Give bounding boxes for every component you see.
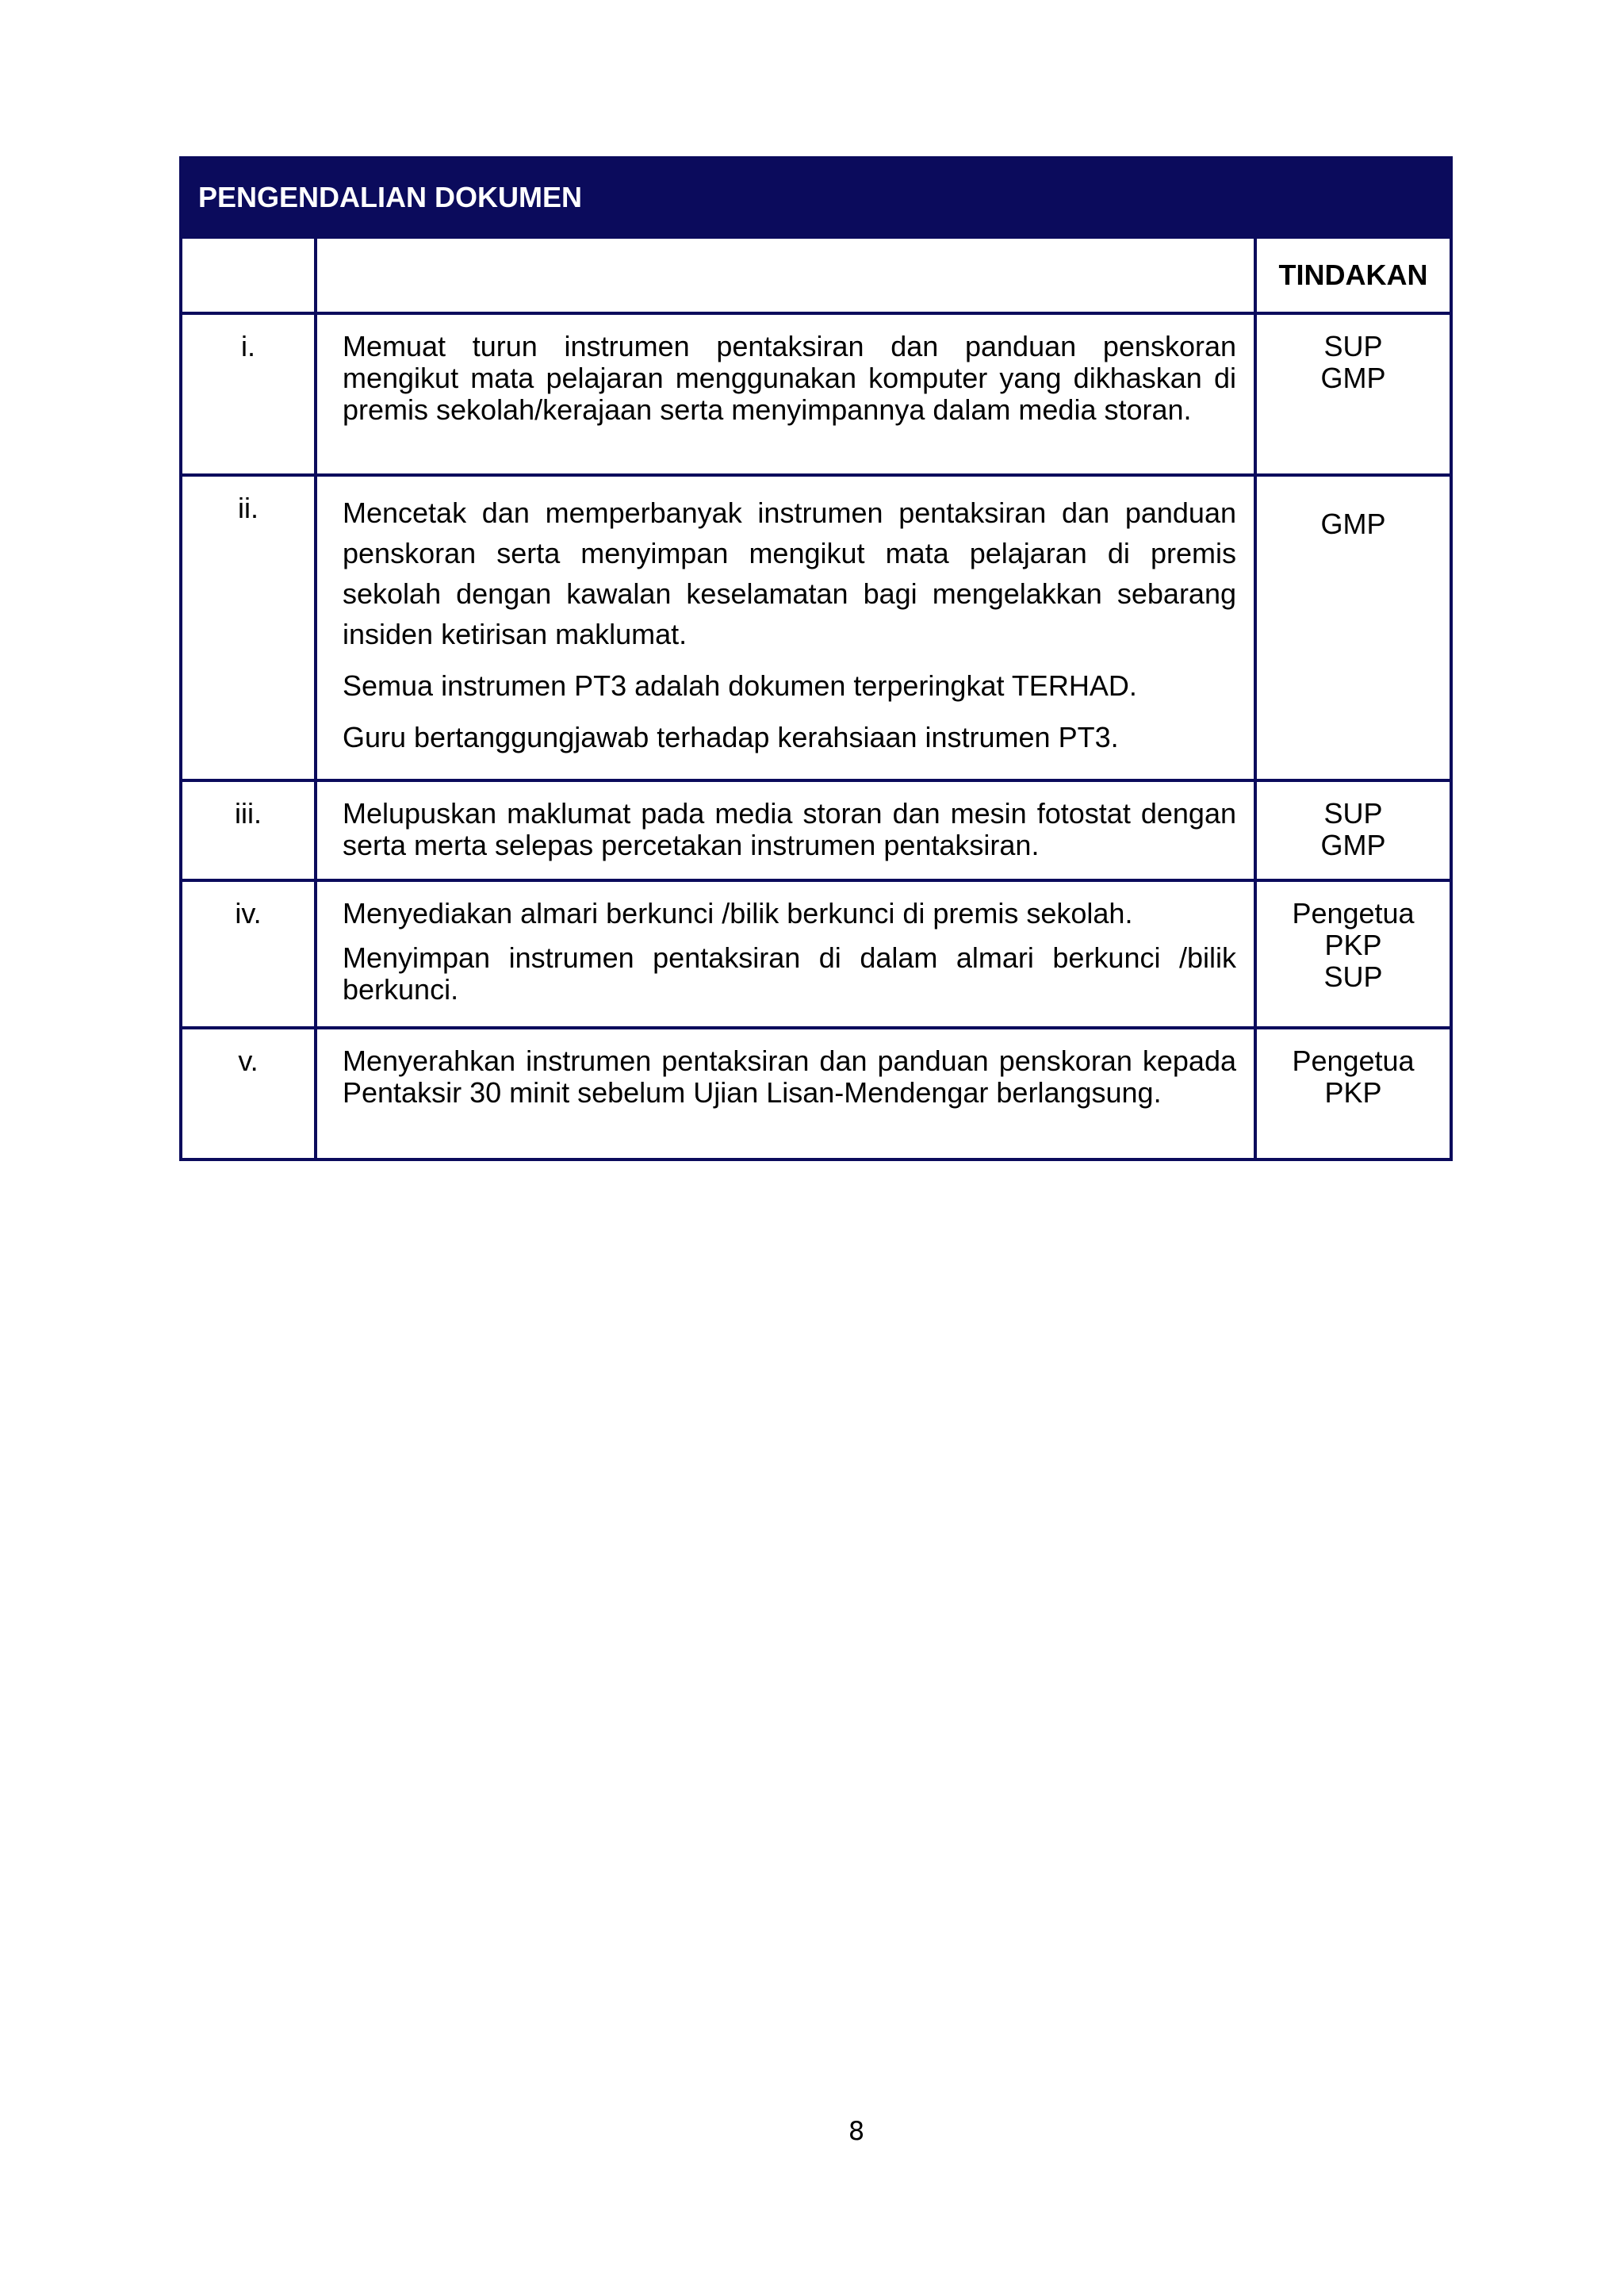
row-description — [316, 1028, 1255, 1159]
row-paragraph: Menyerahkan instrumen pentaksiran dan panduan penskoran kepada Pentaksir 30 minit sebelum Ujian Lisan-Mendengar berlangsung. — [343, 1045, 1236, 1109]
row-number: iii. — [181, 780, 316, 880]
row-paragraph: Menyediakan almari berkunci /bilik berkunci di premis sekolah. — [343, 897, 1133, 930]
row-paragraph: Melupuskan maklumat pada media storan dan mesin fotostat dengan serta merta selepas percetakan instrumen pentaksiran. — [343, 797, 1236, 861]
header-action-cell: TINDAKAN — [1255, 237, 1451, 313]
action-item: Pengetua — [1292, 897, 1415, 930]
action-item: PKP — [1324, 929, 1382, 961]
action-item: SUP — [1323, 797, 1383, 830]
table-row — [181, 1028, 1451, 1159]
table-row — [181, 475, 1451, 780]
action-item: Pengetua — [1292, 1045, 1415, 1077]
row-actions — [1255, 880, 1451, 1028]
row-description — [316, 475, 1255, 780]
row-paragraph: Memuat turun instrumen pentaksiran dan panduan penskoran mengikut mata pelajaran menggunakan komputer yang dikhaskan di premis sekolah/kerajaan serta menyimpannya dalam media storan. — [343, 330, 1236, 426]
action-item: GMP — [1320, 362, 1386, 394]
action-item: GMP — [1320, 829, 1386, 861]
row-paragraph: Guru bertanggungjawab terhadap kerahsiaan instrumen PT3. — [343, 721, 1119, 753]
table-row — [181, 780, 1451, 880]
row-number: v. — [181, 1028, 316, 1159]
table-header-row — [181, 237, 1451, 313]
header-description-cell — [316, 237, 1255, 313]
action-item: SUP — [1323, 960, 1383, 993]
row-number: i. — [181, 313, 316, 475]
table-title: PENGENDALIAN DOKUMEN — [181, 158, 1451, 237]
row-actions — [1255, 475, 1451, 780]
row-paragraph: Mencetak dan memperbanyak instrumen pentaksiran dan panduan penskoran serta menyimpan mengikut mata pelajaran di premis sekolah dengan kawalan keselamatan bagi mengelakkan sebarang insiden ketirisan maklumat. — [343, 496, 1236, 650]
action-item: SUP — [1323, 330, 1383, 362]
row-description — [316, 780, 1255, 880]
row-actions — [1255, 1028, 1451, 1159]
document-control-table — [179, 156, 1453, 1161]
row-number: ii. — [181, 475, 316, 780]
table-title-row — [181, 158, 1451, 237]
row-description — [316, 880, 1255, 1028]
row-paragraph: Semua instrumen PT3 adalah dokumen terperingkat TERHAD. — [343, 669, 1137, 702]
action-item: GMP — [1320, 508, 1386, 540]
header-number-cell — [181, 237, 316, 313]
row-actions — [1255, 780, 1451, 880]
page-number: 8 — [848, 2116, 865, 2146]
row-paragraph: Menyimpan instrumen pentaksiran di dalam almari berkunci /bilik berkunci. — [343, 941, 1236, 1006]
table-row — [181, 313, 1451, 475]
row-description — [316, 313, 1255, 475]
row-number: iv. — [181, 880, 316, 1028]
action-item: PKP — [1324, 1076, 1382, 1109]
table-row — [181, 880, 1451, 1028]
row-actions — [1255, 313, 1451, 475]
